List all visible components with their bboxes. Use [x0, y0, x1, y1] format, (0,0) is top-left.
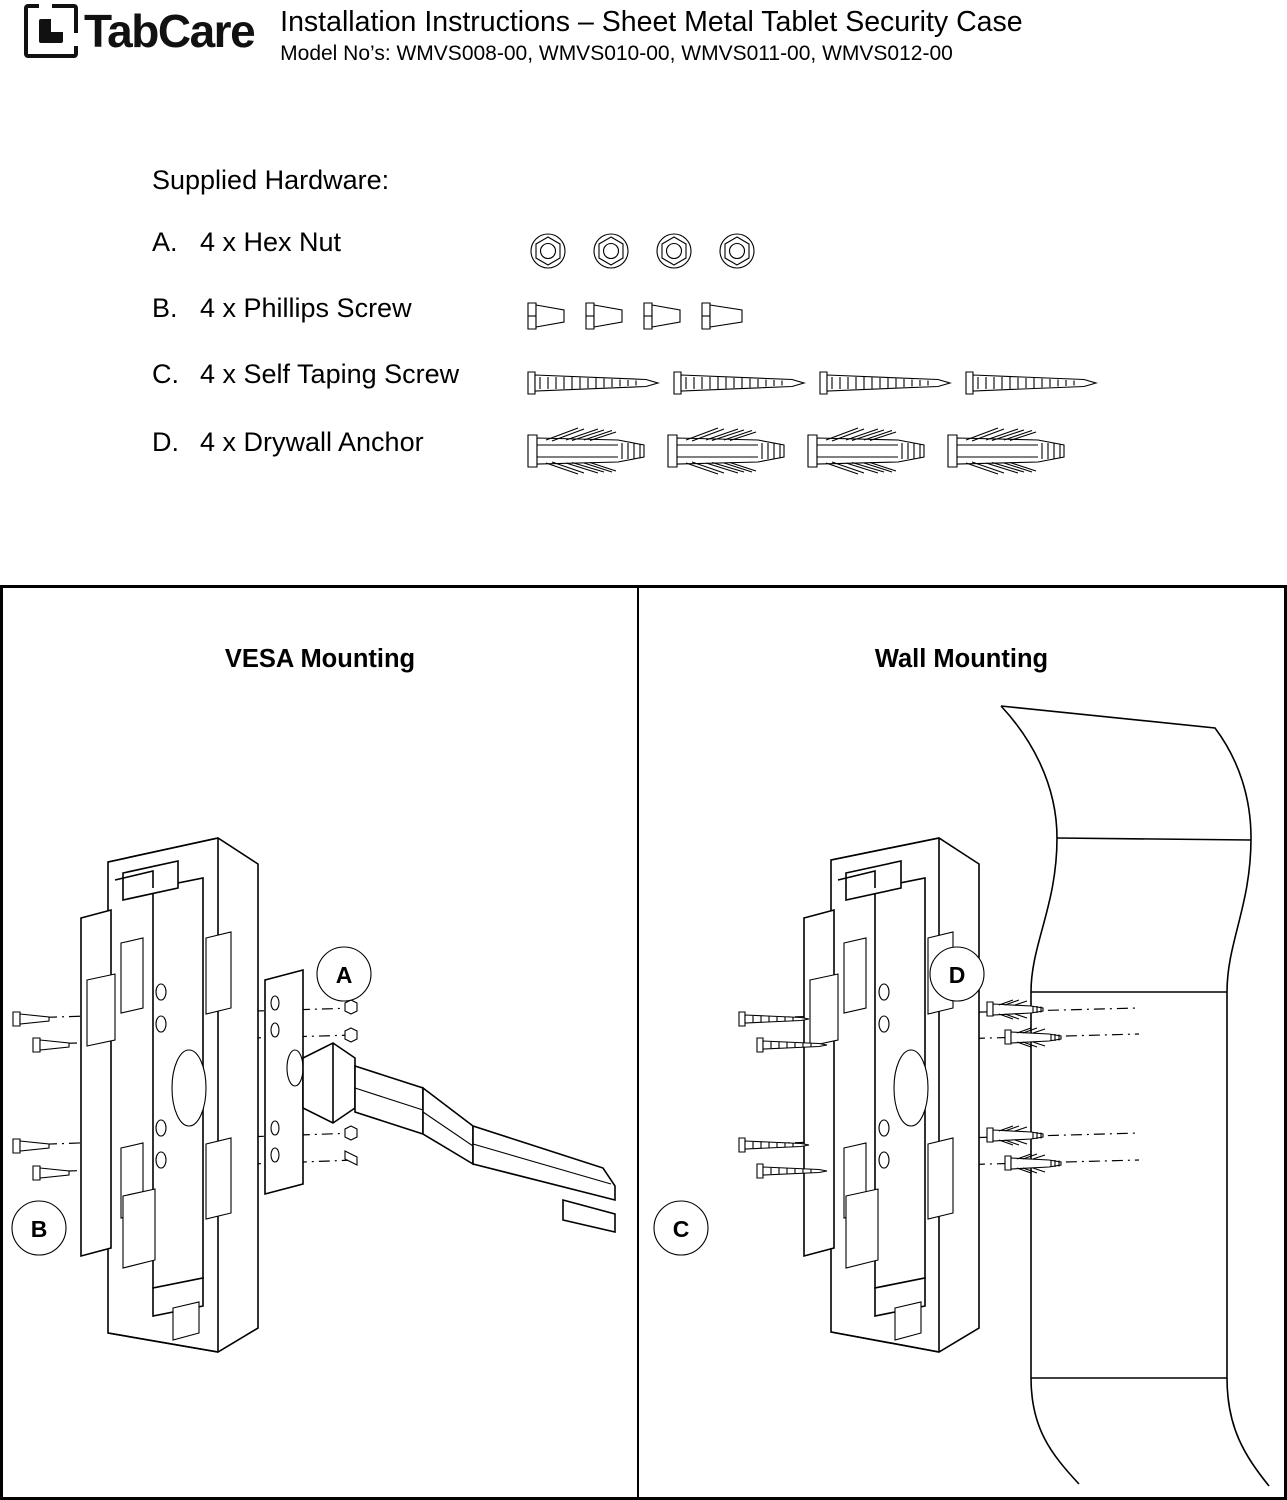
hardware-row	[152, 227, 1252, 287]
hardware-item-label: 4 x Phillips Screw	[200, 293, 412, 323]
callout-d	[930, 947, 984, 1001]
tablet-security-case	[804, 838, 979, 1352]
callout-label: A	[335, 962, 353, 988]
callout-a	[317, 947, 371, 1001]
page-title: Installation Instructions – Sheet Metal Tablet Security Case	[280, 6, 1023, 38]
panel-title: VESA Mounting	[224, 645, 416, 673]
phillips-screws	[13, 1012, 69, 1180]
wall-mounting-illustration	[639, 588, 1284, 1497]
callout-label: D	[948, 962, 966, 988]
panel-wall-mounting	[638, 585, 1287, 1500]
hardware-item-key: A.	[152, 227, 178, 257]
title-block	[280, 4, 1022, 67]
drywall-anchors	[987, 1000, 1061, 1173]
self-taping-screw-icon	[522, 353, 1262, 415]
callout-label: B	[30, 1216, 48, 1242]
panel-title: Wall Mounting	[874, 645, 1049, 673]
hardware-item-key: B.	[152, 293, 178, 323]
hardware-item-label: 4 x Hex Nut	[200, 227, 342, 257]
callout-label: C	[672, 1216, 690, 1242]
panel-vesa-mounting	[0, 585, 638, 1500]
hardware-item-label: 4 x Drywall Anchor	[200, 427, 424, 457]
drywall-anchor-icon	[522, 421, 1262, 483]
phillips-screw-icon	[522, 287, 1262, 349]
hardware-row	[152, 427, 1252, 487]
vesa-adapter-plate	[265, 970, 303, 1194]
model-numbers: Model No’s: WMVS008-00, WMVS010-00, WMVS011-00, WMVS012-00	[280, 41, 953, 65]
tabcare-logo-icon	[24, 4, 78, 58]
wall	[1001, 706, 1269, 1486]
brand-logo	[24, 4, 254, 58]
hardware-item-key: C.	[152, 359, 179, 389]
diagram-panels	[0, 585, 1287, 1500]
page-header	[0, 0, 1287, 88]
hardware-item-key: D.	[152, 427, 179, 457]
hardware-item-label: 4 x Self Taping Screw	[200, 359, 460, 389]
callout-b	[12, 1201, 66, 1255]
hex-nut-icon	[522, 221, 1262, 283]
callout-c	[654, 1201, 708, 1255]
vesa-mounting-illustration	[3, 588, 637, 1497]
tablet-security-case	[81, 838, 258, 1352]
hardware-row	[152, 293, 1252, 353]
supplied-hardware-heading: Supplied Hardware:	[152, 165, 390, 195]
brand-name: TabCare	[84, 5, 255, 57]
hardware-row	[152, 359, 1252, 419]
